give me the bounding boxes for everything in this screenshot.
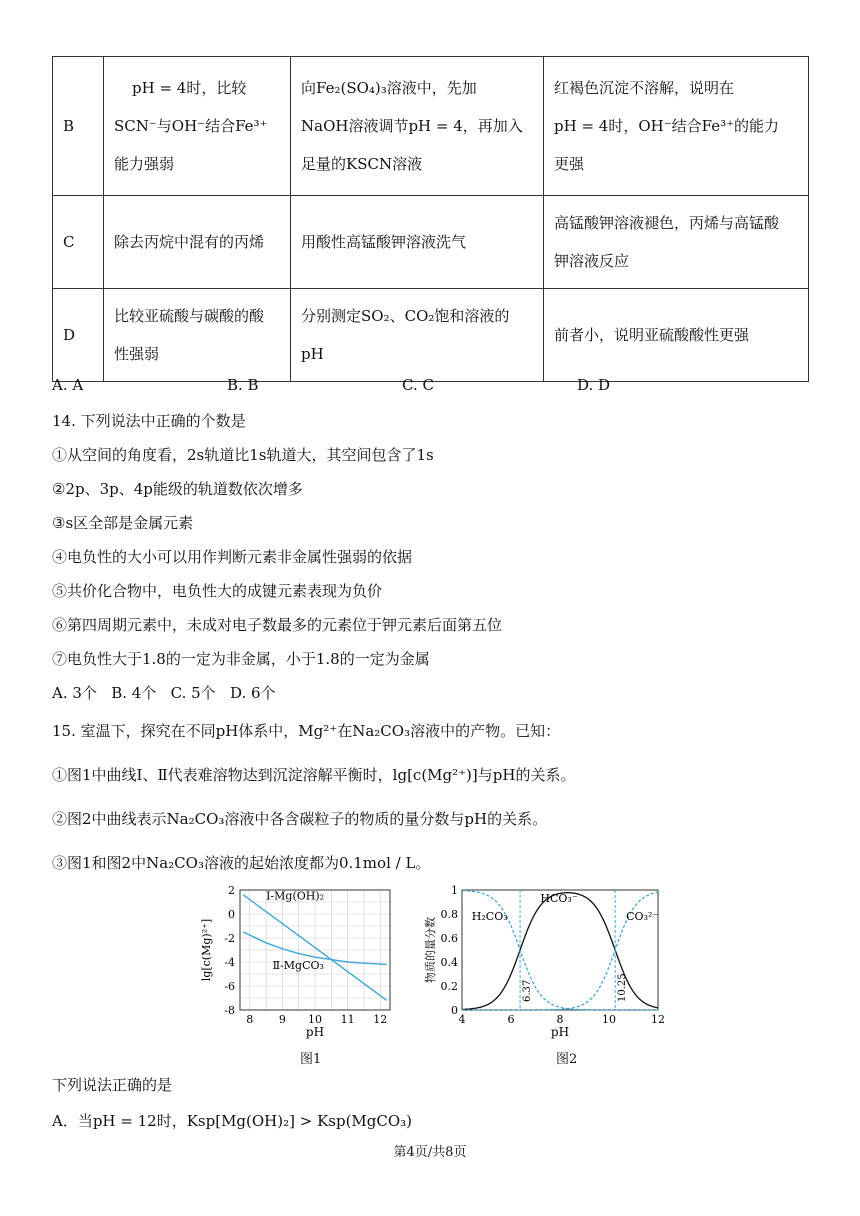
q15-known-3: ③图1和图2中Na₂CO₃溶液的起始浓度都为0.1mol / L。 bbox=[52, 854, 431, 872]
y-tick-label: -8 bbox=[224, 1004, 235, 1017]
q15-stem: 15. 室温下，探究在不同pH体系中，Mg²⁺在Na₂CO₃溶液中的产物。已知： bbox=[52, 722, 561, 740]
option-d[interactable]: D. D bbox=[577, 376, 611, 394]
q14-item: ⑤共价化合物中，电负性大的成键元素表现为负价 bbox=[52, 582, 383, 600]
figure-2-caption: 图2 bbox=[556, 1052, 578, 1067]
y-tick-label: 2 bbox=[228, 884, 235, 897]
cell-line: 红褐色沉淀不溶解，说明在 bbox=[554, 79, 735, 97]
y-tick-label: -2 bbox=[224, 932, 235, 945]
x-tick-label: 12 bbox=[373, 1013, 388, 1026]
purpose-cell bbox=[104, 196, 291, 289]
option-b[interactable]: B. B bbox=[227, 376, 259, 394]
x-tick-label: 6 bbox=[507, 1013, 515, 1026]
x-tick-label: 8 bbox=[246, 1013, 254, 1026]
y-tick-label: 0 bbox=[228, 908, 235, 921]
y-tick-label: 0.6 bbox=[440, 932, 458, 945]
cell-line: NaOH溶液调节pH = 4，再加入 bbox=[301, 117, 523, 135]
x-tick-label: 10 bbox=[602, 1013, 616, 1026]
q14-item: ⑦电负性大于1.8的一定为非金属，小于1.8的一定为金属 bbox=[52, 650, 430, 668]
figure-1-chart bbox=[196, 884, 406, 1044]
cell-line: 性强弱 bbox=[114, 345, 160, 363]
x-tick-label: 11 bbox=[340, 1013, 355, 1026]
row-label: C bbox=[53, 196, 104, 289]
cell-line: pH bbox=[301, 345, 324, 363]
figure-2-chart bbox=[420, 884, 670, 1044]
x-tick-label: 9 bbox=[278, 1013, 286, 1026]
q14-item: ②2p、3p、4p能级的轨道数依次增多 bbox=[52, 480, 303, 498]
q14-item: ①从空间的角度看，2s轨道比1s轨道大，其空间包含了1s bbox=[52, 446, 434, 464]
cell-line: 分别测定SO₂、CO₂饱和溶液的 bbox=[301, 307, 510, 325]
y-tick-label: -4 bbox=[224, 956, 235, 969]
y-axis-label: lg[c(Mg)²⁺] bbox=[200, 918, 213, 982]
conclusion-cell bbox=[544, 289, 809, 382]
plot-frame bbox=[462, 890, 658, 1010]
series-label: CO₃²⁻ bbox=[626, 910, 659, 923]
cell-line: SCN⁻与OH⁻结合Fe³⁺ bbox=[114, 117, 268, 135]
figure-1-caption: 图1 bbox=[300, 1052, 322, 1067]
cell-line: 用酸性高锰酸钾溶液洗气 bbox=[301, 233, 467, 251]
table-row bbox=[53, 196, 809, 289]
y-tick-label: 0.8 bbox=[440, 908, 458, 921]
series-label: Ⅰ-Mg(OH)₂ bbox=[266, 889, 325, 903]
y-tick-label: 0 bbox=[451, 1004, 458, 1017]
q15-known-1: ①图1中曲线Ⅰ、Ⅱ代表难溶物达到沉淀溶解平衡时，lg[c(Mg²⁺)]与pH的关系。 bbox=[52, 766, 576, 784]
cell-line: 能力强弱 bbox=[114, 155, 175, 173]
series-label: H₂CO₃ bbox=[471, 910, 508, 923]
q13-table bbox=[52, 56, 809, 382]
cell-line: 除去丙烷中混有的丙烯 bbox=[114, 233, 265, 251]
series-label: Ⅱ-MgCO₃ bbox=[272, 959, 324, 973]
conclusion-cell bbox=[544, 196, 809, 289]
q14-item: ⑥第四周期元素中，未成对电子数最多的元素位于钾元素后面第五位 bbox=[52, 616, 503, 634]
q15-ask: 下列说法正确的是 bbox=[52, 1076, 173, 1094]
q15-option-a[interactable]: A．当pH = 12时，Ksp[Mg(OH)₂] > Ksp(MgCO₃) bbox=[52, 1112, 413, 1130]
x-tick-label: 8 bbox=[556, 1013, 564, 1026]
y-tick-label: 1 bbox=[451, 884, 458, 897]
cell-line: 前者小，说明亚硫酸酸性更强 bbox=[554, 326, 750, 344]
operation-cell bbox=[291, 196, 544, 289]
purpose-cell bbox=[104, 57, 291, 196]
option-a[interactable]: A. A bbox=[52, 376, 84, 394]
x-tick-label: 10 bbox=[308, 1013, 322, 1026]
y-axis-label: 物质的量分数 bbox=[424, 917, 437, 983]
x-axis-label: pH bbox=[305, 1025, 325, 1039]
pka-annotation: 10.25 bbox=[617, 973, 629, 1002]
cell-line: pH = 4时，比较 bbox=[132, 79, 247, 97]
option-c[interactable]: C. C bbox=[402, 376, 434, 394]
cell-line: 高锰酸钾溶液褪色，丙烯与高锰酸 bbox=[554, 214, 780, 232]
conclusion-cell bbox=[544, 57, 809, 196]
row-label: D bbox=[53, 289, 104, 382]
cell-line: pH = 4时，OH⁻结合Fe³⁺的能力 bbox=[554, 117, 780, 135]
series-label: HCO₃⁻ bbox=[540, 892, 578, 905]
x-tick-label: 12 bbox=[651, 1013, 665, 1026]
y-tick-label: 0.4 bbox=[440, 956, 458, 969]
x-axis-label: pH bbox=[550, 1025, 570, 1039]
q13-options bbox=[52, 376, 812, 394]
cell-line: 比较亚硫酸与碳酸的酸 bbox=[114, 307, 265, 325]
q14-stem: 14. 下列说法中正确的个数是 bbox=[52, 412, 246, 430]
operation-cell bbox=[291, 57, 544, 196]
pka-annotation: 6.37 bbox=[522, 979, 534, 1002]
purpose-cell bbox=[104, 289, 291, 382]
q14-item: ③s区全部是金属元素 bbox=[52, 514, 194, 532]
q14-item: ④电负性的大小可以用作判断元素非金属性强弱的依据 bbox=[52, 548, 413, 566]
operation-cell bbox=[291, 289, 544, 382]
q15-known-2: ②图2中曲线表示Na₂CO₃溶液中各含碳粒子的物质的量分数与pH的关系。 bbox=[52, 810, 548, 828]
table-row bbox=[53, 289, 809, 382]
page-footer: 第4页/共8页 bbox=[393, 1145, 467, 1160]
y-tick-label: -6 bbox=[224, 980, 235, 993]
x-tick-label: 4 bbox=[458, 1013, 466, 1026]
table-row bbox=[53, 57, 809, 196]
series-curve bbox=[462, 891, 658, 1010]
cell-line: 更强 bbox=[554, 155, 585, 173]
q14-options[interactable]: A. 3个 B. 4个 C. 5个 D. 6个 bbox=[52, 684, 276, 702]
row-label: B bbox=[53, 57, 104, 196]
cell-line: 向Fe₂(SO₄)₃溶液中，先加 bbox=[301, 79, 477, 97]
y-tick-label: 0.2 bbox=[440, 980, 458, 993]
cell-line: 钾溶液反应 bbox=[554, 252, 630, 270]
cell-line: 足量的KSCN溶液 bbox=[301, 155, 423, 173]
